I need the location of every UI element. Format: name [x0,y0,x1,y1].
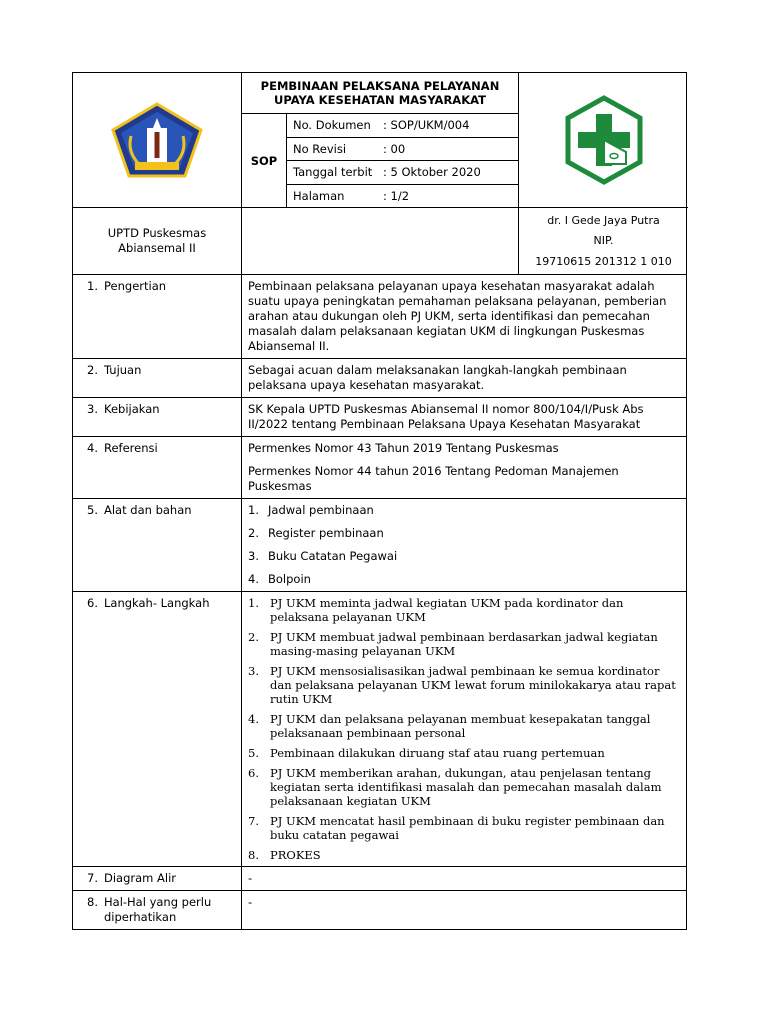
section-number: 6. [87,596,98,610]
step-item: 7. PJ UKM mencatat hasil pembinaan di buku register pembinaan dan buku catatan pegawai [248,814,665,842]
section-label [73,398,242,436]
section-content: SK Kepala UPTD Puskesmas Abiansemal II nomor 800/104/I/Pusk Abs II/2022 tentang Pembinaan Pelaksana Upaya Kesehatan Masyarakat [248,402,644,431]
list-item: 1. Jadwal pembinaan [248,503,374,517]
signer-nip: 19710615 201312 1 010 [535,255,672,269]
section-content: Pembinaan pelaksana pelayanan upaya kesehatan masyarakat adalah suatu upaya peningkatan pemahaman pelaksana pelayanan, pemberian arahan atau dukungan oleh PJ UKM, serta identifikasi dan pemecahan masalah dalam pelaksanaan kegiatan UKM di lingkungan Puskesmas Abiansemal II. [248,279,667,353]
title-line-1: PEMBINAAN PELAKSANA PELAYANAN [260,79,500,93]
section-number: 8. [87,895,98,909]
doc-info-key: No. Dokumen [293,118,371,133]
section-label [73,437,242,498]
doc-info-value: : 5 Oktober 2020 [383,165,481,180]
section-title: Alat dan bahan [104,503,192,517]
section-title: Pengertian [104,279,167,293]
step-item: 8. PROKES [248,848,321,862]
section-number: 5. [87,503,98,517]
section-title-cont: diperhatikan [104,910,177,924]
section-hal-diperhatikan [73,891,686,929]
section-number: 7. [87,871,98,885]
section-title: Diagram Alir [104,871,177,885]
signature-area [242,207,519,274]
reference-item: Permenkes Nomor 44 tahun 2016 Tentang Pedoman Manajemen Puskesmas [248,464,619,493]
regency-logo-cell [73,73,242,207]
organization-name [73,207,242,274]
step-item: 5. Pembinaan dilakukan diruang staf atau ruang pertemuan [248,746,605,760]
reference-item: Permenkes Nomor 43 Tahun 2019 Tentang Puskesmas [248,441,559,455]
section-content: - [248,895,253,909]
section-title: Referensi [104,441,158,455]
step-item: 2. PJ UKM membuat jadwal pembinaan berdasarkan jadwal kegiatan masing-masing pelayanan UKM [248,630,658,658]
section-pengertian [73,275,686,359]
section-kebijakan [73,398,686,437]
document-title [242,73,518,114]
section-tujuan [73,359,686,398]
doc-info-value: : 00 [383,141,406,156]
section-number: 2. [87,363,98,377]
signer-name: dr. I Gede Jaya Putra [547,213,660,227]
doc-info-value: : 1/2 [383,188,410,203]
org-line-2: Abiansemal II [118,241,196,255]
sop-header [72,72,687,275]
document-info [287,114,518,207]
section-number: 1. [87,279,98,293]
title-block [242,73,519,207]
signer-nip-label: NIP. [593,234,614,248]
list-item: 3. Buku Catatan Pegawai [248,549,398,563]
section-title: Tujuan [104,363,142,377]
section-title: Hal-Hal yang perlu [104,895,212,909]
title-line-2: UPAYA KESEHATAN MASYARAKAT [274,93,486,107]
section-label [73,867,242,890]
puskesmas-logo-icon [558,94,650,186]
doc-info-key: Tanggal terbit [293,165,373,180]
list-item: 2. Register pembinaan [248,526,384,540]
section-title: Kebijakan [104,402,160,416]
doc-info-key: Halaman [293,188,345,203]
sop-label: SOP [242,114,287,207]
section-label [73,499,242,591]
section-label [73,359,242,397]
section-title: Langkah- Langkah [104,596,210,610]
section-label [73,891,242,929]
puskesmas-logo-cell [519,73,688,207]
step-item: 3. PJ UKM mensosialisasikan jadwal pembinaan ke semua kordinator dan pelaksana pelayanan UKM lewat forum minilokakarya atau rapat rutin UKM [248,664,676,706]
section-content [242,437,688,498]
step-item: 1. PJ UKM meminta jadwal kegiatan UKM pada kordinator dan pelaksana pelayanan UKM [248,596,624,624]
step-item: 6. PJ UKM memberikan arahan, dukungan, atau penjelasan tentang kegiatan serta identifikasi masalah dan pemecahan masalah dalam pelaksanaan kegiatan UKM [248,766,662,808]
page-row [287,185,518,208]
section-label [73,592,242,866]
sop-body [72,275,687,930]
section-content [242,499,688,591]
section-number: 3. [87,402,98,416]
sop-document [72,72,687,930]
section-langkah [73,592,686,867]
doc-number-row [287,114,518,138]
section-content: Sebagai acuan dalam melaksanakan langkah-langkah pembinaan pelaksana upaya kesehatan masyarakat. [248,363,627,392]
section-referensi [73,437,686,499]
section-diagram-alir [73,867,686,891]
badung-regency-emblem-icon [109,100,205,180]
section-content: - [248,871,253,885]
section-number: 4. [87,441,98,455]
issue-date-row [287,161,518,185]
doc-info-key: No Revisi [293,141,347,156]
section-alat-bahan [73,499,686,592]
org-line-1: UPTD Puskesmas [107,226,207,240]
signer-block [519,207,688,274]
section-label [73,275,242,358]
list-item: 4. Bolpoin [248,572,311,586]
section-content [242,592,688,866]
doc-info-value: : SOP/UKM/004 [383,118,470,133]
step-item: 4. PJ UKM dan pelaksana pelayanan membuat kesepakatan tanggal pelaksanaan pembinaan personal [248,712,651,740]
revision-row [287,138,518,162]
